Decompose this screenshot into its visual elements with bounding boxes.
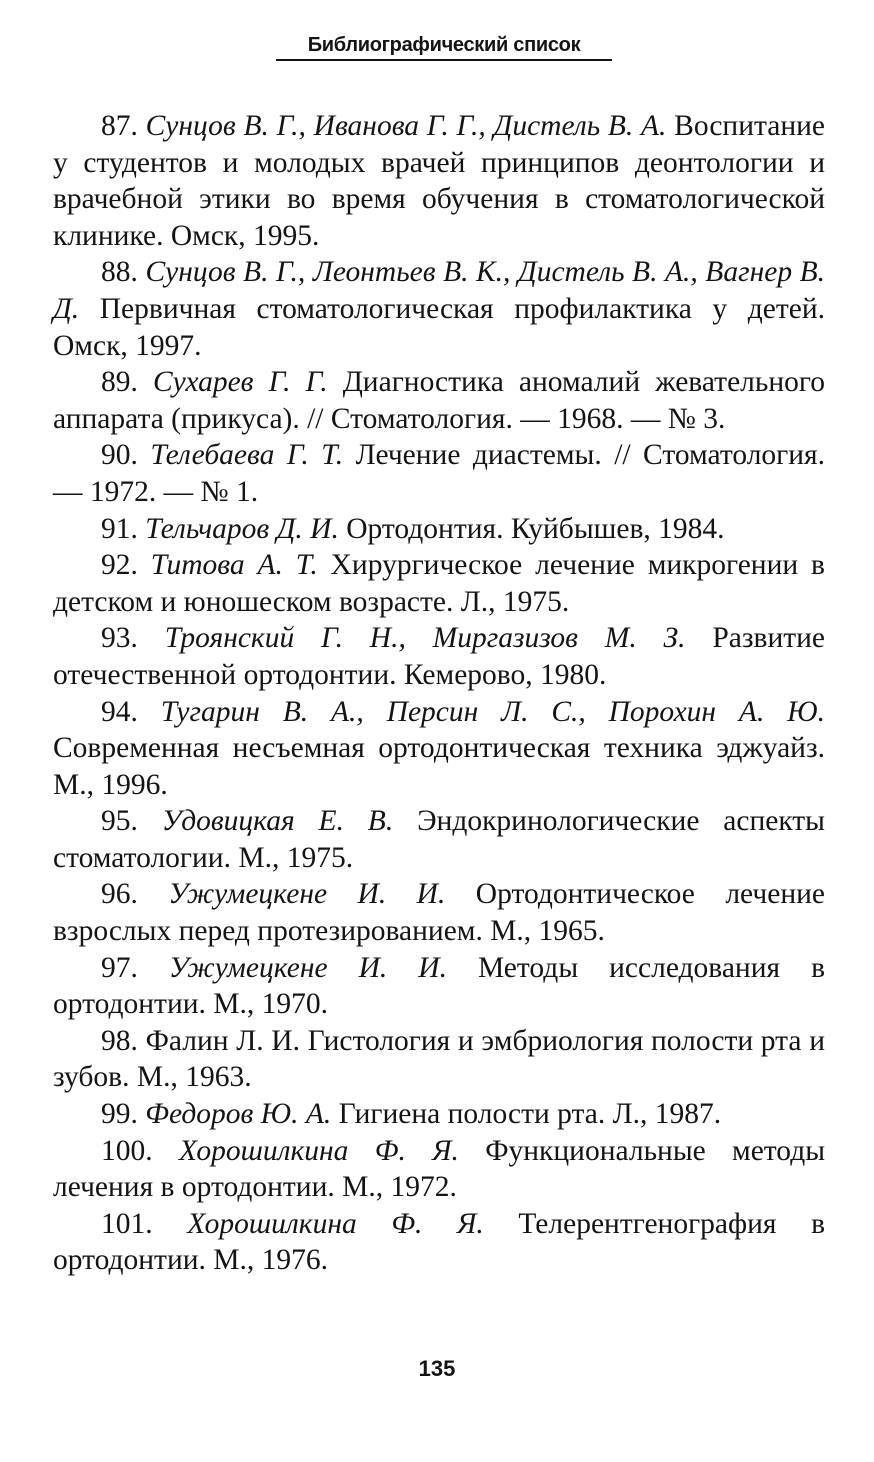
entry-authors: Хорошилкина Ф. Я.: [187, 1207, 484, 1240]
entry-text: Телерентгенография в ортодонтии. М., 1976.: [53, 1207, 826, 1277]
bibliography-list: [53, 108, 825, 1279]
entry-text: Ортодонтия. Куйбышев, 1984.: [346, 512, 725, 545]
bibliography-entry: [53, 254, 825, 364]
entry-text: Лечение диастемы. // Стоматология. — 1972. — № 1.: [53, 439, 825, 508]
bibliography-entry: [53, 620, 825, 693]
page-number: 135: [418, 1356, 456, 1381]
entry-text: Диагностика аномалий жевательного аппарата (прикуса). // Стоматология. — 1968. — № 3.: [53, 366, 825, 435]
entry-text: Воспитание у студентов и молодых врачей принципов деонтологии и врачебной этики во время обучения в стоматологической клинике. Омск, 1995.: [53, 110, 825, 252]
entry-number: 88.: [101, 256, 138, 289]
entry-authors: Титова А. Т.: [150, 549, 318, 582]
entry-authors: Троянский Г. Н., Миргазизов М. З.: [164, 622, 686, 655]
bibliography-entry: [53, 876, 825, 949]
bibliography-entry: [53, 1096, 825, 1133]
entry-text: Фалин Л. И. Гистология и эмбриология полости рта и зубов. М., 1963.: [53, 1024, 825, 1094]
bibliography-entry: [53, 437, 825, 510]
entry-authors: Ужумецкене И. И.: [168, 951, 447, 984]
entry-authors: Ужумецкене И. И.: [168, 878, 446, 911]
entry-number: 97.: [101, 951, 138, 984]
bibliography-entry: [53, 803, 825, 876]
entry-number: 91.: [101, 512, 138, 545]
entry-text: Функциональные методы лечения в ортодонтии. М., 1972.: [53, 1134, 826, 1204]
entry-authors: Тельчаров Д. И.: [145, 512, 339, 545]
entry-authors: Тугарин В. А., Персин Л. С., Порохин А. Ю.: [160, 695, 826, 728]
entry-number: 92.: [101, 549, 138, 582]
entry-text: Первичная стоматологическая профилактика у детей. Омск, 1997.: [53, 292, 825, 362]
bibliography-entry: [53, 511, 825, 548]
entry-number: 95.: [101, 805, 138, 838]
entry-number: 98.: [101, 1024, 138, 1057]
bibliography-entry: [53, 950, 825, 1023]
entry-text: Эндокринологические аспекты стоматологии. М., 1975.: [53, 805, 826, 874]
bibliography-entry: [53, 547, 825, 620]
bibliography-entry: [53, 1206, 825, 1279]
running-header: Библиографический список: [276, 34, 612, 61]
bibliography-entry: [53, 364, 825, 437]
entry-authors: Телебаева Г. Т.: [150, 439, 344, 472]
entry-number: 100.: [101, 1134, 153, 1167]
entry-text: Современная несъемная ортодонтическая техника эджуайз. М., 1996.: [53, 732, 825, 801]
entry-authors: Сунцов В. Г., Леонтьев В. К., Дистель В. А., Вагнер В. Д.: [53, 256, 826, 325]
bibliography-entry: [53, 1133, 825, 1206]
entry-text: Методы исследования в ортодонтии. М., 1970.: [53, 951, 825, 1021]
entry-text: Хирургическое лечение микрогении в детском и юношеском возрасте. Л., 1975.: [53, 549, 825, 618]
bibliography-entry: [53, 1023, 825, 1096]
entry-number: 96.: [101, 878, 138, 911]
entry-number: 93.: [101, 622, 138, 655]
bibliography-entry: [53, 694, 825, 804]
entry-text: Ортодонтическое лечение взрослых перед протезированием. М., 1965.: [53, 878, 825, 948]
entry-authors: Федоров Ю. А.: [145, 1098, 332, 1131]
bibliography-entry: [53, 108, 825, 254]
entry-number: 101.: [101, 1207, 153, 1240]
entry-number: 90.: [101, 439, 138, 472]
entry-number: 99.: [101, 1098, 138, 1131]
entry-authors: Сухарев Г. Г.: [152, 366, 328, 399]
entry-number: 89.: [101, 366, 138, 399]
entry-text: Развитие отечественной ортодонтии. Кемерово, 1980.: [53, 622, 826, 691]
entry-number: 87.: [101, 110, 138, 142]
entry-authors: Сунцов В. Г., Иванова Г. Г., Дистель В. А.: [145, 110, 667, 142]
entry-number: 94.: [101, 695, 138, 728]
entry-text: Гигиена полости рта. Л., 1987.: [338, 1098, 722, 1131]
entry-authors: Удовицкая Е. В.: [161, 805, 394, 838]
entry-authors: Хорошилкина Ф. Я.: [178, 1134, 459, 1167]
